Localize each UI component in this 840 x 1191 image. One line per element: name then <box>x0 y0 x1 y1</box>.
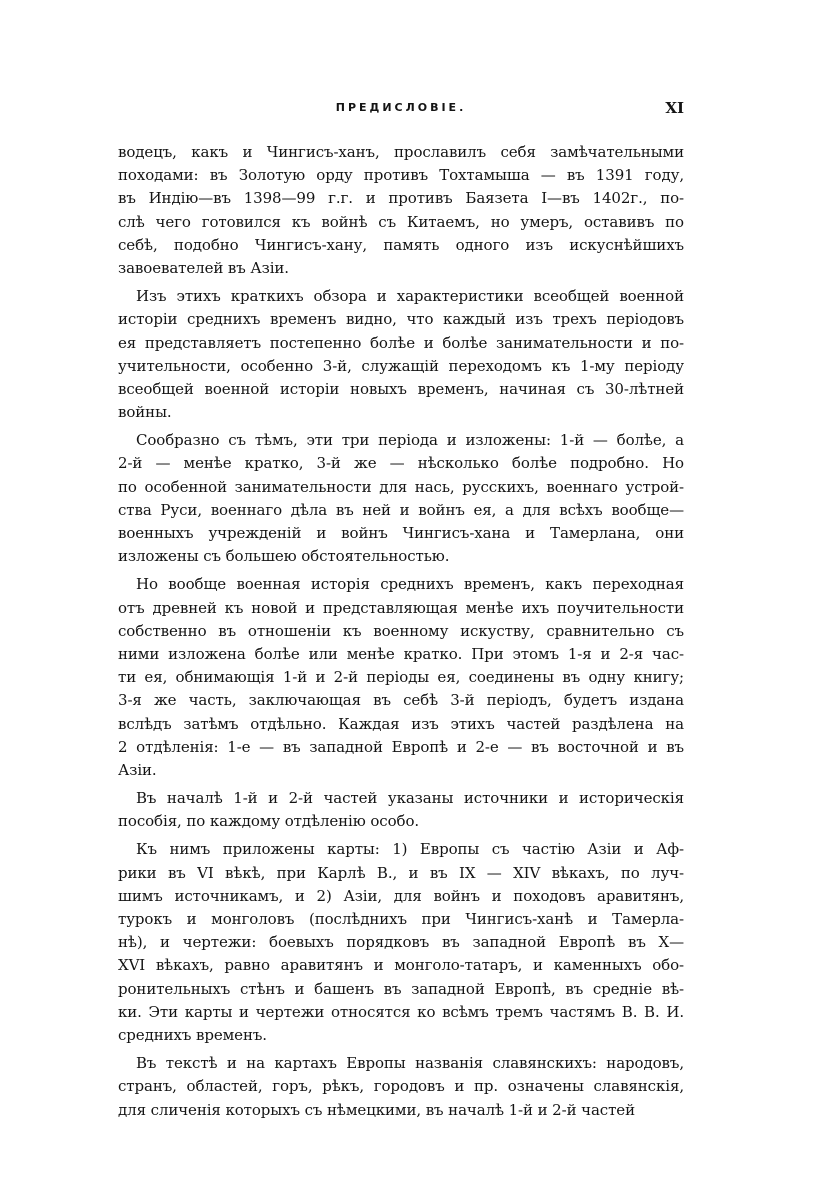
paragraph <box>118 787 684 833</box>
text-line: завоевателей въ Азіи. <box>118 258 289 277</box>
text-line: военныхъ учрежденій и войнъ Чингисъ-хана и Тамерлана, они <box>118 524 684 542</box>
text-line: Сообразно съ тѣмъ, эти три періода и изложены: 1-й — болѣе, а <box>136 431 684 450</box>
text-line: изложены съ большею обстоятельностью. <box>118 547 450 566</box>
text-line: ти ея, обнимающія 1-й и 2-й періоды ея, соединены въ одну книгу; <box>118 668 684 687</box>
text-line: ними изложена болѣе или менѣе кратко. При этомъ 1-я и 2-я час- <box>118 644 684 663</box>
paragraph <box>118 1052 684 1122</box>
text-line: въ Индію—въ 1398—99 г.г. и противъ Баязета I—въ 1402г., по- <box>118 189 684 208</box>
text-line: исторіи среднихъ временъ видно, что каждый изъ трехъ періодовъ <box>118 310 684 329</box>
text-line: слѣ чего готовился къ войнѣ съ Китаемъ, но умеръ, оставивъ по <box>118 212 684 231</box>
text-line: рики въ VI вѣкѣ, при Карлѣ В., и въ IX — XIV вѣкахъ, по луч- <box>118 863 684 882</box>
text-line: среднихъ временъ. <box>118 1025 267 1044</box>
text-line: походами: въ Золотую орду противъ Тохтамыша — въ 1391 году, <box>118 166 684 185</box>
text-line: 3-я же часть, заключающая въ себѣ 3-й періодъ, будетъ издана <box>118 691 684 710</box>
text-line: отъ древней къ новой и представляющая менѣе ихъ поучительности <box>118 598 684 617</box>
text-line: Азіи. <box>118 760 157 779</box>
text-line: Въ началѣ 1-й и 2-й частей указаны источники и историческія <box>136 789 684 808</box>
text-line: для сличенія которыхъ съ нѣмецкими, въ началѣ 1-й и 2-й частей <box>118 1100 635 1119</box>
text-line: 2 отдѣленія: 1-е — въ западной Европѣ и 2-е — въ восточной и въ <box>118 737 684 756</box>
paragraph <box>118 429 684 568</box>
text-line: вслѣдъ затѣмъ отдѣльно. Каждая изъ этихъ частей раздѣлена на <box>118 714 684 733</box>
paragraph <box>118 838 684 1047</box>
text-line: ронительныхъ стѣнъ и башенъ въ западной Европѣ, въ средніе вѣ- <box>118 979 684 998</box>
text-line: шимъ источникамъ, и 2) Азіи, для войнъ и походовъ аравитянъ, <box>118 886 684 905</box>
page-number: XI <box>665 99 684 117</box>
text-line: нѣ), и чертежи: боевыхъ порядковъ въ западной Европѣ въ X— <box>118 933 684 952</box>
text-line: Къ нимъ приложены карты: 1) Европы съ частію Азіи и Аф- <box>136 840 684 859</box>
text-line: странъ, областей, горъ, рѣкъ, городовъ и пр. означены славянскія, <box>118 1077 684 1096</box>
text-line: Но вообще военная исторія среднихъ временъ, какъ переходная <box>136 575 684 594</box>
text-line: водецъ, какъ и Чингисъ-ханъ, прославилъ себя замѣчательными <box>118 143 684 161</box>
text-line: ки. Эти карты и чертежи относятся ко всѣмъ тремъ частямъ В. В. И. <box>118 1002 684 1021</box>
text-line: собственно въ отношеніи къ военному искуству, сравнительно съ <box>118 621 684 640</box>
paragraph <box>118 285 684 424</box>
text-line: ства Руси, военнаго дѣла въ ней и войнъ ея, а для всѣхъ вообще— <box>118 500 684 519</box>
text-line: XVI вѣкахъ, равно аравитянъ и монголо-татаръ, и каменныхъ обо- <box>118 956 684 975</box>
text-line: по особенной занимательности для нась, русскихъ, военнаго устрой- <box>118 477 684 496</box>
text-line: 2-й — менѣе кратко, 3-й же — нѣсколько болѣе подробно. Но <box>118 454 684 473</box>
running-title: ПРЕДИСЛОВІЕ. <box>335 101 467 114</box>
text-line: учительности, особенно 3-й, служащій переходомъ къ 1-му періоду <box>118 356 684 375</box>
text-line: турокъ и монголовъ (послѣднихъ при Чингисъ-ханѣ и Тамерла- <box>118 910 684 928</box>
text-line: ея представляетъ постепенно болѣе и болѣе занимательности и по- <box>118 333 684 352</box>
text-line: всеобщей военной исторіи новыхъ временъ, начиная съ 30-лѣтней <box>118 379 684 398</box>
text-line: войны. <box>118 403 172 422</box>
running-head <box>118 101 684 125</box>
text-line: Изъ этихъ краткихъ обзора и характеристики всеобщей военной <box>136 287 684 306</box>
paragraph <box>118 141 684 280</box>
text-body <box>118 141 684 1122</box>
text-line: Въ текстѣ и на картахъ Европы названія славянскихъ: народовъ, <box>136 1054 684 1073</box>
text-line: пособія, по каждому отдѣленію особо. <box>118 812 420 831</box>
text-line: себѣ, подобно Чингисъ-хану, память одного изъ искуснѣйшихъ <box>118 235 684 254</box>
paragraph <box>118 573 684 782</box>
